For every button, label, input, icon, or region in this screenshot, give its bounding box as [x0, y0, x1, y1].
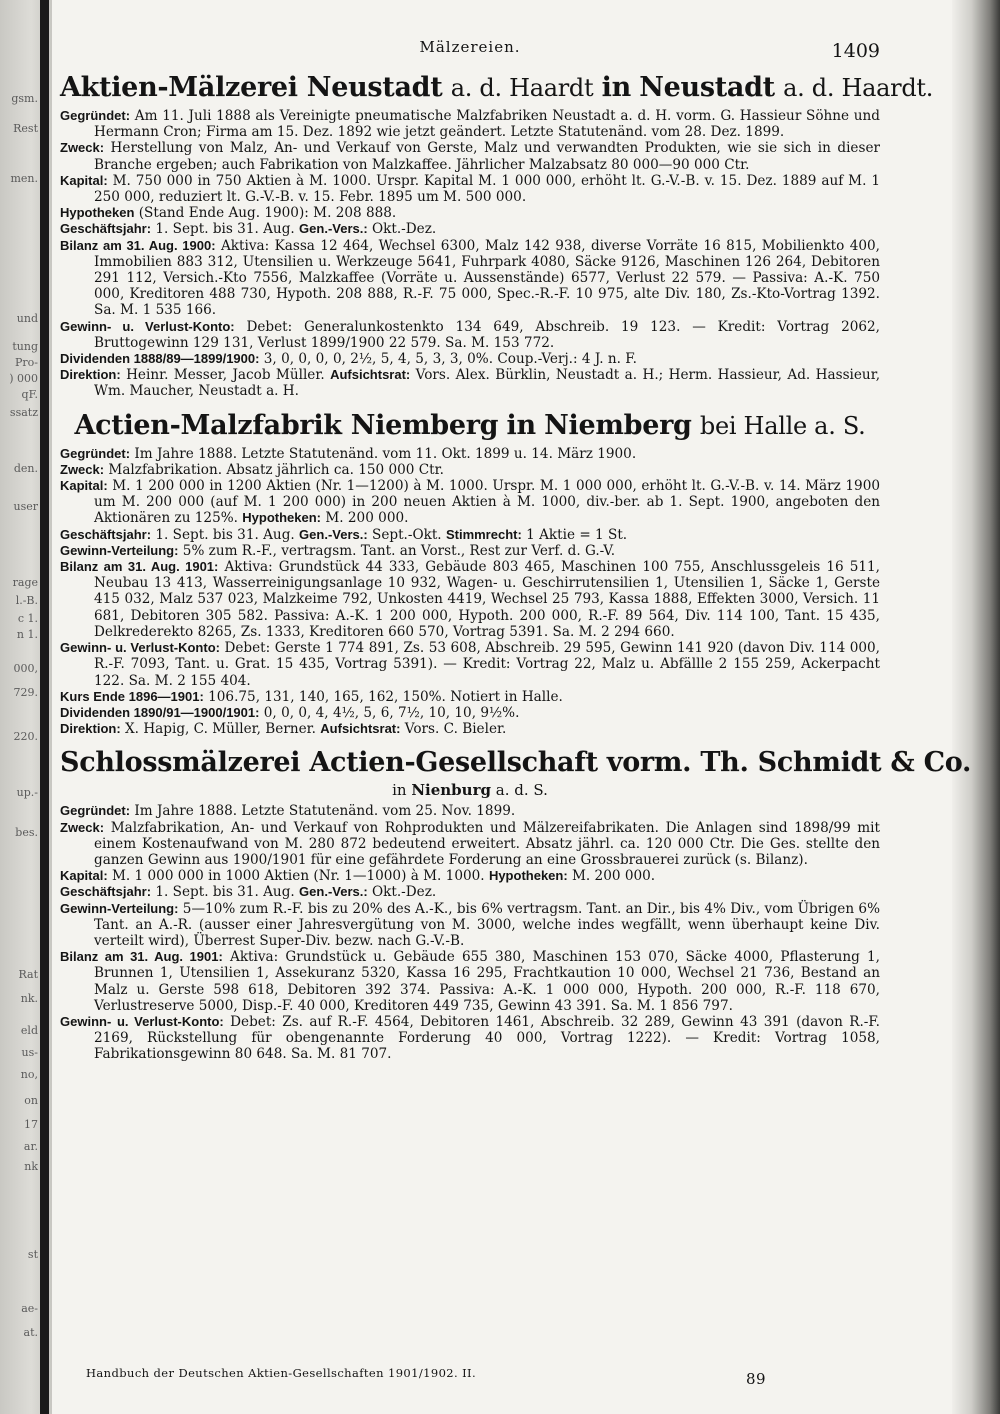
field-label: Bilanz am 31. Aug. 1901:	[60, 559, 219, 575]
company-entry	[60, 410, 880, 738]
entry-paragraph	[60, 205, 880, 221]
field-text: Aktiva: Grundstück 44 333, Gebäude 803 465, Maschinen 100 755, Anschlussgeleis 16 511, Neubau 13 413, Wasserreinigungsanlage 10 932, Wagen- u. Geschirrutensilien 1, Utensilien 1, Säcke 1, Gerste 415 032, Malz 537 023, Malzkeime 792, Unkosten 4419, Wechsel 25 793, Kassa 1888, Effekten 3000, Versich. 11 681, Debitoren 305 582. Passiva: A.-K. 1 200 000, Hypoth. 200 000, R.-F. 89 564, Div. 114 100, Tant. 15 435, Delkrederekto 8265, Zs. 1333, Kreditoren 660 570, Vortrag 5391. Sa. M. 2 294 660.	[94, 559, 880, 640]
field-label: Dividenden 1890/91—1900/1901:	[60, 704, 260, 720]
entry-body	[60, 803, 880, 1062]
entry-paragraph	[60, 173, 880, 205]
field-label: Kapital:	[60, 868, 108, 884]
margin-fragment: nk	[24, 1160, 38, 1173]
entry-paragraph	[60, 319, 880, 351]
margin-fragment: us-	[21, 1046, 38, 1059]
entry-paragraph	[60, 803, 880, 819]
field-text: Debet: Zs. auf R.-F. 4564, Debitoren 1461, Abschreib. 32 289, Gewinn 43 391 (davon R.-F. 2169, Rückstellung für obengenannte Forderung 40 000, Vortrag 1222). — Kredit: Vortrag 1058, Fabrikationsgewinn 80 648. Sa. M. 81 707.	[94, 1013, 880, 1063]
field-text: Malzfabrikation. Absatz jährlich ca. 150 000 Ctr.	[108, 461, 444, 478]
margin-fragment: bes.	[15, 826, 38, 839]
margin-fragment: 000,	[13, 662, 38, 675]
entry-paragraph	[60, 527, 880, 543]
field-label: Hypotheken	[60, 205, 135, 221]
heading-in: in	[392, 781, 407, 800]
field-label: Zweck:	[60, 140, 105, 156]
field-text: 0, 0, 0, 4, 4½, 5, 6, 7½, 10, 10, 9½%.	[263, 704, 520, 721]
heading-main: Aktien-Mälzerei Neustadt	[60, 72, 443, 103]
margin-fragment: on	[24, 1094, 38, 1107]
field-text: Heinr. Messer, Jacob Müller.	[126, 367, 325, 384]
field-label: Bilanz am 31. Aug. 1901:	[60, 949, 223, 965]
field-text: M. 200 000.	[325, 510, 409, 527]
margin-fragment: eld	[20, 1024, 38, 1037]
field-label: Stimmrecht:	[445, 526, 522, 542]
margin-fragment: user	[13, 500, 38, 513]
field-label: Direktion:	[60, 367, 121, 383]
entry-body	[60, 108, 880, 400]
field-label: Dividenden 1888/89—1899/1900:	[60, 351, 260, 367]
document-page	[60, 38, 972, 1073]
margin-fragment: gsm.	[11, 92, 38, 105]
margin-fragment: no,	[20, 1068, 38, 1081]
field-text: M. 750 000 in 750 Aktien à M. 1000. Urspr. Kapital M. 1 000 000, erhöht lt. G.-V.-B. v. 15. Dez. 1889 auf M. 1 250 000, reduziert lt. G.-V.-B. v. 15. Febr. 1895 um M. 500 000.	[94, 172, 880, 206]
margin-fragment: tung	[12, 340, 38, 353]
field-text: Debet: Gerste 1 774 891, Zs. 53 608, Abschreib. 29 595, Gewinn 141 920 (davon Div. 114 000, R.-F. 7093, Tant. u. Grat. 15 435, Vortrag 5391). — Kredit: Vortrag 22, Malz u. Abfällle 2 155 259, Ackerpacht 122. Sa. M. 2 155 404.	[94, 640, 881, 689]
field-text: Aktiva: Kassa 12 464, Wechsel 6300, Malz 142 938, diverse Vorräte 16 815, Mobilienkto 400, Immobilien 883 312, Utensilien u. Werkzeuge 5641, Fuhrpark 4080, Säcke 9126, Maschinen 126 264, Debitoren 291 112, Versich.-Kto 7556, Malzkaffee (Vorräte u. Aussenstände) 6577, Verlust 22 579. — Passiva: A.-K. 750 000, Kreditoren 488 730, Hypoth. 208 888, R.-F. 75 000, Spec.-R.-F. 10 975, alte Div. 180, Zs.-Kto-Vortrag 1392. Sa. M. 1 535 166.	[94, 237, 880, 319]
heading-in: in	[506, 409, 536, 441]
field-label: Geschäftsjahr:	[60, 221, 152, 237]
running-head-title: Mälzereien.	[419, 38, 521, 56]
field-text: 1. Sept. bis 31. Aug.	[155, 221, 295, 238]
field-label: Direktion:	[60, 721, 121, 737]
heading-place-suffix: bei Halle a. S.	[699, 411, 866, 440]
field-label: Kapital:	[60, 478, 108, 494]
margin-fragment: rage	[12, 576, 38, 589]
field-text: 1. Sept. bis 31. Aug.	[155, 884, 295, 901]
field-label: Aufsichtsrat:	[320, 721, 401, 737]
entry-paragraph	[60, 1014, 880, 1063]
heading-main: Actien-Malzfabrik Niemberg	[74, 409, 499, 441]
field-text: 5% zum R.-F., vertragsm. Tant. an Vorst., Rest zur Verf. d. G.-V.	[182, 542, 616, 559]
company-heading	[60, 747, 972, 779]
company-entry	[60, 72, 934, 400]
heading-location	[60, 781, 880, 799]
margin-fragment: ae-	[21, 1302, 38, 1315]
running-head	[60, 38, 880, 72]
company-heading	[60, 72, 934, 104]
margin-fragment: l.-B.	[15, 594, 38, 607]
field-label: Gen.-Vers.:	[299, 884, 368, 900]
entry-paragraph	[60, 884, 880, 900]
entry-paragraph	[60, 640, 880, 689]
margin-fragment: ) 000	[9, 372, 38, 385]
field-label: Gewinn- u. Verlust-Konto:	[60, 318, 235, 334]
field-label: Geschäftsjahr:	[60, 526, 152, 542]
field-text: Vors. Alex. Bürklin, Neustadt a. H.; Herm. Hassieur, Ad. Hassieur, Wm. Maucher, Neustadt a. H.	[94, 367, 881, 400]
field-label: Zweck:	[60, 461, 105, 477]
field-label: Zweck:	[60, 819, 105, 835]
heading-place-suffix: a. d. S.	[495, 781, 548, 800]
margin-fragment: Rest	[13, 122, 38, 135]
footer-title: Handbuch der Deutschen Aktien-Gesellschaften 1901/1902. II.	[86, 1366, 477, 1380]
field-text: Debet: Generalunkostenkto 134 649, Abschreib. 19 123. — Kredit: Vortrag 2062, Bruttogewinn 129 131, Verlust 1899/1900 22 579. Sa. M. 153 772.	[94, 318, 881, 351]
heading-in: in	[601, 72, 631, 103]
field-text: Okt.-Dez.	[372, 221, 437, 238]
margin-fragment: und	[16, 312, 38, 325]
margin-fragment: c 1.	[17, 612, 38, 625]
heading-place: Neustadt	[639, 72, 775, 103]
margin-fragment: Rat	[18, 968, 38, 981]
margin-fragment: st	[27, 1248, 38, 1261]
entry-paragraph	[60, 721, 880, 737]
field-label: Gegründet:	[60, 803, 131, 819]
field-text: Aktiva: Grundstück u. Gebäude 655 380, Maschinen 153 070, Säcke 4000, Pflasterung 1, Brunnen 1, Utensilien 1, Assekuranz 5320, Kassa 16 295, Frachtkaution 10 000, Wechsel 21 736, Bestand an Malz u. Gerste 598 618, Debitoren 392 374. Passiva: A.-K. 1 000 000, Hypoth. 200 000, R.-F. 118 670, Verlustreserve 5000, Disp.-F. 40 000, Kreditoren 449 735, Gewinn 43 391. Sa. M. 1 856 797.	[94, 949, 880, 1014]
entry-paragraph	[60, 689, 880, 705]
margin-fragment: up.-	[16, 786, 38, 799]
margin-fragment: 220.	[13, 730, 38, 743]
field-text: 3, 0, 0, 0, 0, 2½, 5, 4, 5, 3, 3, 0%. Coup.-Verj.: 4 J. n. F.	[263, 351, 637, 368]
entry-paragraph	[60, 901, 880, 950]
entry-paragraph	[60, 238, 880, 319]
field-label: Kapital:	[60, 172, 108, 188]
field-text: M. 1 200 000 in 1200 Aktien (Nr. 1—1200) à M. 1000. Urspr. M. 1 000 000, erhöht lt. G.-V.-B. v. 14. März 1900 um M. 200 000 (auf M. 1 200 000) in 200 neuen Aktien à M. 1000, div.-ber. ab 1. Sept. 1900, angeboten den Aktionären zu 125%.	[94, 478, 880, 527]
margin-fragment: 17	[24, 1118, 38, 1131]
field-text: 1 Aktie = 1 St.	[526, 526, 628, 543]
field-text: 106.75, 131, 140, 165, 162, 150%. Notiert in Halle.	[208, 688, 563, 705]
margin-fragment: 729.	[13, 686, 38, 699]
field-text: 1. Sept. bis 31. Aug.	[155, 526, 295, 543]
field-text: M. 1 000 000 in 1000 Aktien (Nr. 1—1000) à M. 1000.	[112, 868, 485, 885]
margin-fragment: den.	[13, 462, 38, 475]
field-label: Gegründet:	[60, 445, 131, 461]
heading-place-suffix: a. d. Haardt.	[783, 74, 934, 102]
page-number: 1409	[831, 40, 880, 62]
entry-paragraph	[60, 462, 880, 478]
field-text: Vors. C. Bieler.	[404, 721, 507, 738]
field-label: Hypotheken:	[488, 868, 568, 884]
field-text: Sept.-Okt.	[372, 526, 442, 543]
field-label: Hypotheken:	[242, 510, 322, 526]
field-text: Okt.-Dez.	[372, 884, 437, 901]
field-text: Herstellung von Malz, An- und Verkauf von Gerste, Malz und verwandten Produkten, wie sie sich in dieser Branche ergeben; auch Fabrikation von Malzkaffee. Jährlicher Malzabsatz 80 000—90 000 Ctr.	[94, 140, 880, 173]
signature-number: 89	[746, 1370, 766, 1388]
field-label: Gewinn-Verteilung:	[60, 542, 179, 558]
company-heading	[60, 410, 880, 442]
field-label: Kurs Ende 1896—1901:	[60, 688, 204, 704]
entry-paragraph	[60, 949, 880, 1014]
entry-body	[60, 446, 880, 738]
field-label: Gen.-Vers.:	[299, 221, 368, 237]
field-label: Gewinn- u. Verlust-Konto:	[60, 1013, 224, 1029]
margin-fragment: ar.	[23, 1140, 38, 1153]
field-label: Bilanz am 31. Aug. 1900:	[60, 237, 216, 253]
field-text: 5—10% zum R.-F. bis zu 20% des A.-K., bis 6% vertragsm. Tant. an Dir., bis 4% Div., vom Übrigen 6% Tant. an A.-R. (ausser einer Jahresvergütung von M. 3000, welche indes wegfällt, wenn überhaupt keine Div. verteilt wird), Überrest Super-Div. bezw. nach G.-V.-B.	[94, 900, 880, 949]
field-label: Geschäftsjahr:	[60, 884, 152, 900]
entry-paragraph	[60, 108, 880, 140]
heading-place: Nienburg	[411, 781, 491, 800]
field-text: Am 11. Juli 1888 als Vereinigte pneumatische Malzfabriken Neustadt a. d. H. vorm. G. Hassieur Söhne und Hermann Cron; Firma am 15. Dez. 1892 wie jetzt geändert. Letzte Statutenänd. vom 28. Dez. 1899.	[94, 108, 880, 141]
entry-paragraph	[60, 446, 880, 462]
entry-paragraph	[60, 351, 880, 367]
entry-paragraph	[60, 367, 880, 399]
margin-fragment: n 1.	[16, 628, 38, 641]
entry-paragraph	[60, 221, 880, 237]
margin-fragment: at.	[23, 1326, 38, 1339]
field-label: Aufsichtsrat:	[330, 367, 411, 383]
field-text: X. Hapig, C. Müller, Berner.	[125, 721, 316, 738]
heading-place: Niemberg	[544, 409, 692, 441]
entry-paragraph	[60, 868, 880, 884]
field-text: Malzfabrikation, An- und Verkauf von Rohprodukten und Mälzereifabrikaten. Die Anlagen sind 1898/99 mit einem Kostenaufwand von M. 280 872 bedeutend erweitert. Absatz jährl. ca. 120 000 Ctr. Die Ges. stellte den ganzen Gewinn aus 1900/1901 für eine gefährdete Forderung an eine Grossbrauerei zurück (s. Bilanz).	[94, 819, 880, 868]
binding-shadow	[40, 0, 49, 1414]
margin-fragment: nk.	[20, 992, 38, 1005]
entry-paragraph	[60, 559, 880, 640]
entry-paragraph	[60, 705, 880, 721]
field-text: (Stand Ende Aug. 1900): M. 208 888.	[138, 205, 397, 222]
field-label: Gewinn- u. Verlust-Konto:	[60, 640, 220, 656]
right-gutter-scan-edge	[952, 0, 1000, 1414]
margin-fragment: Pro-	[15, 356, 38, 369]
entry-paragraph	[60, 543, 880, 559]
margin-fragment: ssatz	[9, 406, 38, 419]
heading-main: Schlossmälzerei Actien-Gesellschaft vorm. Th. Schmidt & Co.	[60, 747, 972, 779]
field-text: M. 200 000.	[572, 868, 656, 885]
entry-paragraph	[60, 820, 880, 869]
margin-fragment: men.	[10, 172, 38, 185]
entry-paragraph	[60, 140, 880, 172]
margin-fragment: qF.	[21, 388, 38, 401]
field-label: Gegründet:	[60, 108, 131, 123]
field-text: Im Jahre 1888. Letzte Statutenänd. vom 25. Nov. 1899.	[134, 803, 516, 820]
field-label: Gewinn-Verteilung:	[60, 900, 179, 916]
heading-suffix: a. d. Haardt	[450, 74, 594, 102]
entry-paragraph	[60, 478, 880, 527]
field-text: Im Jahre 1888. Letzte Statutenänd. vom 11. Okt. 1899 u. 14. März 1900.	[134, 445, 637, 462]
page-footer	[86, 1366, 876, 1388]
field-label: Gen.-Vers.:	[299, 526, 368, 542]
company-entry	[60, 747, 972, 1063]
